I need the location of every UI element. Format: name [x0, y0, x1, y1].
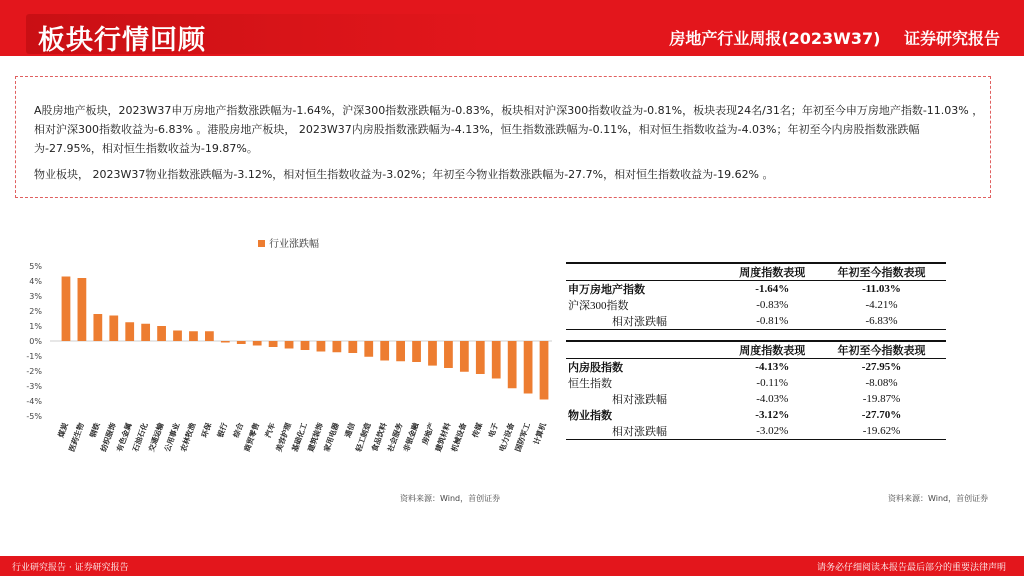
bar [364, 341, 373, 357]
table-header-row [566, 263, 946, 281]
y-tick-label: 4% [29, 277, 42, 286]
bar [476, 341, 485, 374]
row-ytd-value: -27.70% [861, 409, 902, 421]
table-row [566, 375, 946, 391]
x-tick-label: 石油石化 [130, 421, 150, 453]
bar [62, 277, 71, 342]
bar [301, 341, 310, 350]
x-tick-label: 汽车 [263, 421, 278, 439]
y-tick-label: -1% [26, 352, 42, 361]
row-weekly-value: -0.11% [756, 377, 789, 389]
x-tick-label: 房地产 [420, 421, 437, 446]
x-tick-label: 环保 [199, 421, 214, 439]
bar [428, 341, 437, 366]
y-tick-label: 1% [29, 322, 42, 331]
row-label: 相对涨跌幅 [566, 423, 728, 440]
bar [221, 341, 230, 343]
bar [444, 341, 453, 368]
x-tick-label: 银行 [215, 421, 230, 439]
bar [285, 341, 294, 349]
row-label: 物业指数 [568, 410, 612, 422]
x-tick-label: 电力设备 [497, 421, 517, 453]
bar [93, 314, 102, 341]
row-ytd-value: -6.83% [817, 313, 946, 330]
bar [492, 341, 501, 379]
row-weekly-value: -1.64% [755, 283, 790, 295]
row-label: 相对涨跌幅 [566, 313, 728, 330]
row-weekly-value: -3.12% [755, 409, 790, 421]
x-tick-label: 传媒 [470, 421, 485, 439]
x-tick-label: 非银金融 [401, 421, 421, 453]
y-tick-label: -5% [26, 412, 42, 421]
row-ytd-value: -4.21% [865, 299, 898, 311]
bar [157, 326, 166, 341]
summary-paragraph-2: 物业板块， 2023W37物业指数涨跌幅为-3.12%，相对恒生指数收益为-3.02%；年初至今物业指数涨跌幅为-27.7%，相对恒生指数收益为-19.62% 。 [34, 168, 774, 181]
bar [189, 331, 198, 341]
row-ytd-value: -27.95% [861, 361, 902, 373]
bar [173, 331, 182, 342]
row-weekly-value: -3.02% [728, 423, 818, 440]
header-right [651, 26, 1000, 49]
x-tick-label: 电子 [486, 421, 501, 439]
row-ytd-value: -8.08% [865, 377, 898, 389]
bar [396, 341, 405, 361]
table-row [566, 313, 946, 330]
x-tick-label: 建筑装饰 [306, 421, 325, 453]
row-ytd-value: -11.03% [862, 283, 901, 295]
col-ytd-header-2: 年初至今指数表现 [817, 341, 946, 359]
y-tick-label: 5% [29, 262, 42, 271]
table-source: 资料来源：Wind，首创证券 [888, 494, 989, 503]
bar [269, 341, 278, 347]
x-tick-label: 美容护理 [274, 421, 293, 453]
table-row [566, 297, 946, 313]
y-tick-label: -4% [26, 397, 42, 406]
legend-swatch [258, 240, 265, 247]
row-weekly-value: -0.83% [756, 299, 789, 311]
x-tick-label: 建筑材料 [433, 421, 453, 453]
row-weekly-value: -4.13% [755, 361, 790, 373]
bar [125, 322, 134, 341]
row-ytd-value: -19.62% [817, 423, 946, 440]
x-tick-label: 商贸零售 [242, 421, 262, 453]
x-tick-label: 轻工制造 [353, 421, 373, 453]
bar [141, 324, 150, 341]
y-tick-label: 0% [29, 337, 42, 346]
report-type: 证券研究报告 [903, 29, 1000, 48]
bar [348, 341, 357, 353]
row-label: 相对涨跌幅 [612, 394, 667, 406]
footer-left-text: 行业研究报告 · 证券研究报告 [12, 563, 129, 573]
x-tick-label: 基础化工 [290, 421, 309, 453]
y-tick-label: 3% [29, 292, 42, 301]
x-tick-label: 家用电器 [322, 421, 341, 453]
x-tick-label: 综合 [231, 421, 246, 439]
x-tick-label: 机械设备 [449, 421, 469, 453]
legend-label: 行业涨跌幅 [269, 239, 319, 250]
bar [78, 278, 87, 341]
x-tick-label: 通信 [343, 421, 357, 439]
col-weekly-header: 周度指数表现 [728, 263, 818, 281]
report-title: 房地产行业周报(2023W37) [669, 29, 881, 48]
bar [380, 341, 389, 361]
table-row [566, 391, 946, 407]
index-performance-table [566, 262, 946, 440]
industry-change-bar-chart [22, 232, 562, 472]
chart-source: 资料来源：Wind，首创证券 [400, 494, 501, 503]
x-tick-label: 交通运输 [146, 421, 166, 453]
table-row [566, 281, 946, 298]
table-row [566, 423, 946, 440]
row-label: 申万房地产指数 [568, 284, 645, 296]
x-tick-label: 计算机 [531, 421, 548, 446]
row-weekly-value: -0.81% [728, 313, 818, 330]
table-header-row-2 [566, 341, 946, 359]
x-tick-label: 公用事业 [162, 421, 182, 453]
bar [412, 341, 421, 362]
col-ytd-header: 年初至今指数表现 [817, 263, 946, 281]
bar [205, 331, 214, 341]
table-row [566, 407, 946, 423]
row-ytd-value: -19.87% [862, 393, 901, 405]
x-tick-label: 国防军工 [513, 421, 532, 453]
y-tick-label: -3% [26, 382, 42, 391]
x-tick-label: 钢铁 [88, 421, 102, 439]
summary-paragraph-1: A股房地产板块，2023W37申万房地产指数涨跌幅为-1.64%，沪深300指数涨跌幅为-0.83%，板块相对沪深300指数收益为-0.81%，板块表现24名/31名；年初至今申万房地产指数-11.03% ，相对沪深300指数收益为-6.83% 。港股房地产板块， 2023W37内房股指数涨跌幅为-4.13%，恒生指数涨跌幅为-0.11%，相对恒生指数收益为-4.03%；年初至今内房股指数涨跌幅为-27.95%，相对恒生指数收益为-19.87%。 [34, 104, 984, 155]
x-tick-label: 有色金属 [114, 421, 134, 453]
row-weekly-value: -4.03% [756, 393, 789, 405]
x-tick-label: 纺织服饰 [98, 421, 118, 453]
y-tick-label: 2% [29, 307, 42, 316]
x-tick-label: 医药生物 [67, 421, 86, 453]
bar [253, 341, 262, 346]
bar [317, 341, 326, 352]
row-label: 内房股指数 [568, 362, 623, 374]
table-group-a [566, 281, 946, 330]
bar [237, 341, 246, 344]
y-tick-label: -2% [26, 367, 42, 376]
x-tick-label: 社会服务 [385, 421, 405, 453]
table-group-hk [566, 359, 946, 440]
row-label: 沪深300指数 [568, 300, 629, 312]
bar [109, 316, 118, 342]
bar [508, 341, 517, 388]
x-tick-label: 农林牧渔 [178, 421, 198, 453]
table-row [566, 359, 946, 376]
footer-disclaimer: 请务必仔细阅读本报告最后部分的重要法律声明 [816, 563, 1006, 573]
bar [540, 341, 549, 400]
bar [524, 341, 533, 394]
x-tick-label: 食品饮料 [369, 421, 389, 453]
page-title: 板块行情回顾 [38, 25, 206, 56]
row-label: 恒生指数 [568, 378, 612, 390]
col-weekly-header-2: 周度指数表现 [728, 341, 818, 359]
x-tick-label: 煤炭 [56, 421, 70, 439]
bar [332, 341, 341, 352]
bar [460, 341, 469, 372]
